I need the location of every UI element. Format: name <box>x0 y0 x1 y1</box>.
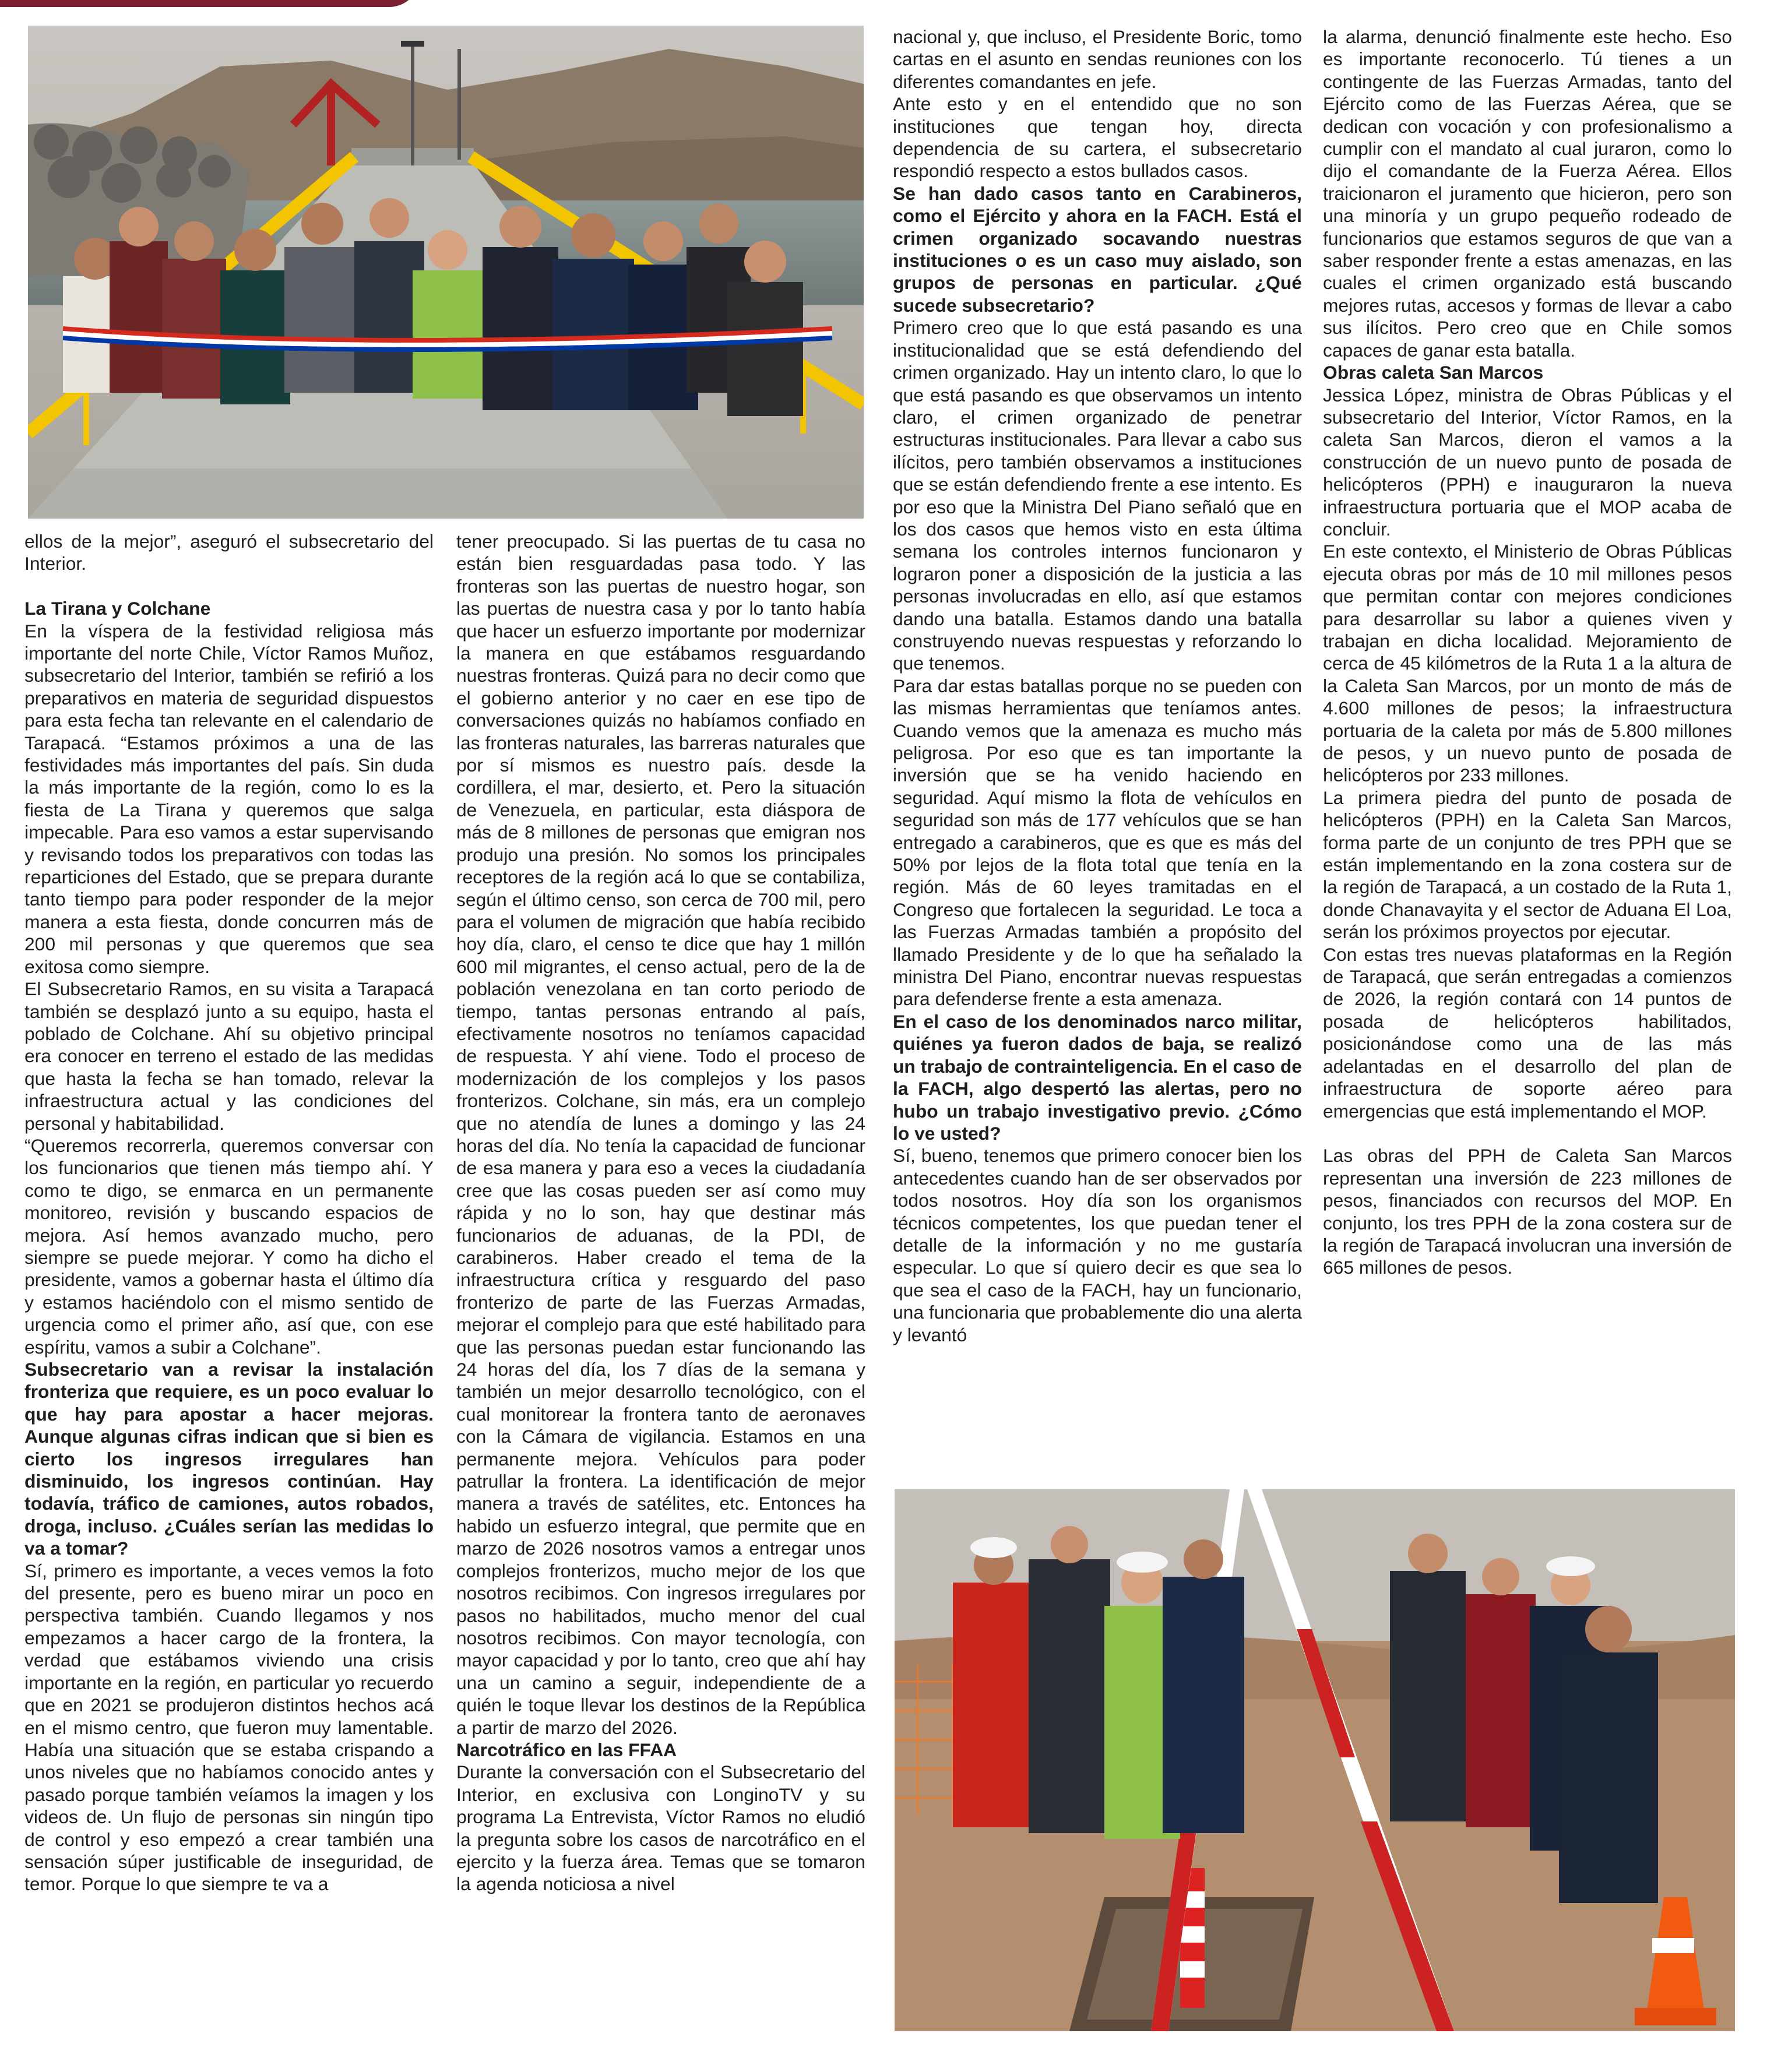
paragraph: la alarma, denunció finalmente este hecho. Eso es importante reconocerlo. Tú tienes a un contingente de las Fuerzas Armadas, tanto del Ejército como de las Fuerzas Aérea, que se dedican con vocación y con profesionalismo a cumplir con el mandato al cual juraron, como lo dijo el comandante de la Fuerza Aérea. Ellos traicionaron el juramento que hicieron, pero son una minoría y un grupo pequeño rodeado de funcionarios que estamos seguros de que van a saber responder frente a estas amenazas, en las cuales el crimen organizado está buscando mejores rutas, accesos y formas de llevar a cabo sus ilícitos. Pero creo que en Chile somos capaces de ganar esta batalla. <box>1323 26 1732 361</box>
paragraph: Sí, primero es importante, a veces vemos la foto del presente, pero es bueno mirar un poco en perspectiva también. Cuando llegamos y nos empezamos a hacer cargo de la frontera, la verdad que estábamos viviendo una crisis importante en la región, en particular yo recuerdo que en 2021 se produjeron distintos hechos acá en el mismo centro, que fueron muy lamentable. Había una situación que se estaba crispando a unos niveles que no habíamos conocido antes y pasado porque también veíamos la imagen y los videos de. Un flujo de personas sin ningún tipo de control y eso empezó a crear también una sensación súper justificable de inseguridad, de temor. Porque lo que siempre te va a <box>24 1560 434 1895</box>
paragraph: Jessica López, ministra de Obras Públicas y el subsecretario del Interior, Víctor Ramos, en la caleta San Marcos, dieron el vamos a la construcción de un nuevo punto de posada de helicópteros (PPH) e inauguraron la nueva infraestructura portuaria que el MOP acaba de concluir. <box>1323 384 1732 540</box>
paragraph: Las obras del PPH de Caleta San Marcos representan una inversión de 223 millones de pesos, financiados con recursos del MOP. En conjunto, los tres PPH de la zona costera sur de la región de Tarapacá involucran una inversión de 665 millones de pesos. <box>1323 1145 1732 1278</box>
paragraph: La primera piedra del punto de posada de helicópteros (PPH) en la Caleta San Marcos, forma parte de un conjunto de tres PPH que se están implementando en la zona costera sur de la región de Tarapacá, a un costado de la Ruta 1, donde Chanavayita y el sector de Aduana El Loa, serán los próximos proyectos por ejecutar. <box>1323 787 1732 943</box>
header-band <box>0 0 1767 9</box>
paragraph: En este contexto, el Ministerio de Obras Públicas ejecuta obras por más de 10 mil millones pesos que permitan contar con mejores condiciones para desarrollar su labor a quienes viven y trabajan en dicha localidad. Mejoramiento de cerca de 45 kilómetros de la Ruta 1 a la altura de la Caleta San Marcos, por un monto de más de 4.600 millones de pesos; la infraestructura portuaria de la caleta por más de 5.800 millones de pesos, y un nuevo punto de posada de helicópteros por 233 millones. <box>1323 541 1732 786</box>
article-column-4 <box>1323 26 1732 1279</box>
paragraph: Con estas tres nuevas plataformas en la Región de Tarapacá, que serán entregadas a comienzos de 2026, la región contará con 14 puntos de posada de helicópteros habilitados, posicionándose como una de las más adelantadas en el desarrollo del plan de infraestructura de soporte aéreo para emergencias que está implementando el MOP. <box>1323 943 1732 1122</box>
interview-question: Se han dado casos tanto en Carabineros, como el Ejército y ahora en la FACH. Está el crimen organizado socavando nuestras instituciones o es un caso muy aislado, son grupos de personas en particular. ¿Qué sucede subsecretario? <box>893 182 1302 316</box>
paragraph: Para dar estas batallas porque no se pueden con las mismas herramientas que teníamos antes. Cuando vemos que la amenaza es mucho más peligrosa. Por eso que es tan importante la inversión que se ha venido haciendo en seguridad. Aquí mismo la flota de vehículos en seguridad son más de 177 vehículos que se han entregado a carabineros, que es que es más del 50% por lejos de la flota total que tenía en la región. Más de 60 leyes tramitadas en el Congreso que fortalecen la seguridad. Le toca a las Fuerzas Armadas también a propósito del llamado Presidente y de lo que ha señalado la ministra Del Piano, encontrar nuevas respuestas para defenderse frente a esta amenaza. <box>893 675 1302 1010</box>
paragraph: tener preocupado. Si las puertas de tu casa no están bien resguardadas pasa todo. Y las fronteras son las puertas de nuestro hogar, son las puertas de nuestra casa y por lo tanto había que hacer un esfuerzo importante por modernizar la manera en que estábamos resguardando nuestras fronteras. Quizá para no decir como que el gobierno anterior y no caer en ese tipo de conversaciones quizás no habíamos confiado en las fronteras naturales, las barreras naturales que por sí mismos es nuestro país. desde la cordillera, el mar, desierto, et. Pero la situación de Venezuela, en particular, esta diáspora de más de 8 millones de personas que emigran nos produjo una presión. No somos los principales receptores de la región acá lo que se contabiliza, según el último censo, son cerca de 700 mil, pero para el volumen de migración que había recibido hoy día, claro, el censo te dice que hay 1 millón 600 mil migrantes, el censo actual, pero de la de población venezolana en tan corto periodo de tiempo, tantas personas entrando al país, efectivamente nosotros no teníamos capacidad de respuesta. Y ahí viene. Todo el proceso de modernización de los complejos y los pasos fronterizos. Colchane, sin más, era un complejo que no atendía de lunes a domingo y las 24 horas del día. No tenía la capacidad de funcionar de esa manera y para eso a veces la ciudadanía cree que las cosas pueden ser así como muy rápida y no lo son, hay que destinar más funcionarios de aduanas, de la PDI, de carabineros. Haber creado el tema de la infraestructura crítica y resguardo del paso fronterizo de parte de las Fuerzas Armadas, mejorar el complejo para que esté habilitado para que las personas puedan estar funcionando las 24 horas del día, los 7 días de la semana y también un mejor desarrollo tecnológico, con el cual monitorear la frontera tanto de aeronaves con la Cámara de vigilancia. Estamos en una permanente mejora. Vehículos para poder patrullar la frontera. La identificación de mejor manera a través de satélites, etc. Entonces ha habido un esfuerzo integral, que permite que en marzo de 2026 nosotros vamos a entregar unos complejos fronterizos, mucho mejor de los que nosotros recibimos. Con ingresos irregulares por pasos no habilitados, mucho menor del cual nosotros recibimos. Con mayor tecnología, con mayor capacidad y por lo tanto, creo que ahí hay una un camino a seguir, independiente de a quién le toque llevar los destinos de la República a partir de marzo del 2026. <box>456 531 865 1738</box>
article-column-1 <box>24 530 434 1895</box>
paragraph: Sí, bueno, tenemos que primero conocer bien los antecedentes cuando han de ser observados por todos nosotros. Hoy día son los organismos técnicos competentes, los que puedan tener el detalle de la información y no me gustaría especular. Lo que sí quiero decir es que sea lo que sea el caso de la FACH, hay un funcionario, una funcionaria que probablemente dio una alerta y levantó <box>893 1145 1302 1345</box>
paragraph: Primero creo que lo que está pasando es una institucionalidad que se está defendiendo del crimen organizado. Hay un intento claro, lo que lo que está pasando es que observamos un intento claro, el crimen organizado de penetrar estructuras institucionales. Para llevar a cabo sus ilícitos, pero también observamos a instituciones que se están defendiendo frente a ese intento. Es por eso que la Ministra Del Piano señaló que en los dos casos que hemos visto en esta última semana los controles internos funcionaron y lograron poner a disposición de la justicia a las personas involucradas en ello, así que estamos dando una batalla. Estamos dando una batalla construyendo nuevas respuestas y reforzando lo que tenemos. <box>893 317 1302 674</box>
section-heading-narcotrafico: Narcotráfico en las FFAA <box>456 1739 677 1760</box>
interview-question: En el caso de los denominados narco militar, quiénes ya fueron dados de baja, se realizó un trabajo de contrainteligencia. En el caso de la FACH, algo despertó las alertas, pero no hubo un trabajo investigativo previo. ¿Cómo lo ve usted? <box>893 1010 1302 1144</box>
article-column-2 <box>456 530 865 1895</box>
ribbon-cutting-photo <box>28 26 864 519</box>
article-column-3 <box>893 26 1302 1346</box>
paragraph: En la víspera de la festividad religiosa más importante del norte Chile, Víctor Ramos Muñoz, subsecretario del Interior, también se refirió a los preparativos en materia de seguridad dispuestos para esta fecha tan relevante en el calendario de Tarapacá. “Estamos próximos a una de las festividades más importantes del país. Sin duda la más importante de la región, como lo es la fiesta de La Tirana y queremos que salga impecable. Para eso vamos a estar supervisando y revisando todos los preparativos con todas las reparticiones del Estado, que se prepara durante tanto tiempo para poder responder de la mejor manera a esta fiesta, donde concurren más de 200 mil personas y que queremos que sea exitosa como siempre. <box>24 620 434 977</box>
groundbreaking-photo <box>895 1489 1735 2031</box>
paragraph: ellos de la mejor”, aseguró el subsecretario del Interior. <box>24 531 434 575</box>
paragraph: Ante esto y en el entendido que no son instituciones que tengan hoy, directa dependencia de su cartera, el subsecretario respondió respecto a estos bullados casos. <box>893 93 1302 182</box>
paragraph: Durante la conversación con el Subsecretario del Interior, en exclusiva con LonginoTV y su programa La Entrevista, Víctor Ramos no eludió la pregunta sobre los casos de narcotráfico en el ejercito y la fuerza área. Temas que se tomaron la agenda noticiosa a nivel <box>456 1761 865 1895</box>
section-heading-obras: Obras caleta San Marcos <box>1323 362 1544 383</box>
paragraph: El Subsecretario Ramos, en su visita a Tarapacá también se desplazó junto a su equipo, hasta el poblado de Colchane. Ahí su objetivo principal era conocer en terreno el estado de las medidas que hasta la fecha se han tomado, relevar la infraestructura actual y las condiciones del personal y habitabilidad. <box>24 978 434 1134</box>
paragraph: nacional y, que incluso, el Presidente Boric, tomo cartas en el asunto en sendas reuniones con los diferentes comandantes en jefe. <box>893 26 1302 92</box>
paragraph: “Queremos recorrerla, queremos conversar con los funcionarios que tienen más tiempo ahí. Y como te digo, se enmarca en un permanente monitoreo, revisión y buscando espacios de mejora. Así hemos avanzado mucho, pero siempre se puede mejorar. Y como ha dicho el presidente, vamos a gobernar hasta el último día y estamos haciéndolo con el mismo sentido de urgencia como el primer año, así que, con ese espíritu, vamos a subir a Colchane”. <box>24 1134 434 1358</box>
interview-question: Subsecretario van a revisar la instalación fronteriza que requiere, es un poco evaluar lo que hay para apostar a hacer mejoras. Aunque algunas cifras indican que si bien es cierto los ingresos irregulares han disminuido, los ingresos continúan. Hay todavía, tráfico de camiones, autos robados, droga, incluso. ¿Cuáles serían las medidas lo va a tomar? <box>24 1359 434 1559</box>
section-heading-la-tirana: La Tirana y Colchane <box>24 598 211 619</box>
